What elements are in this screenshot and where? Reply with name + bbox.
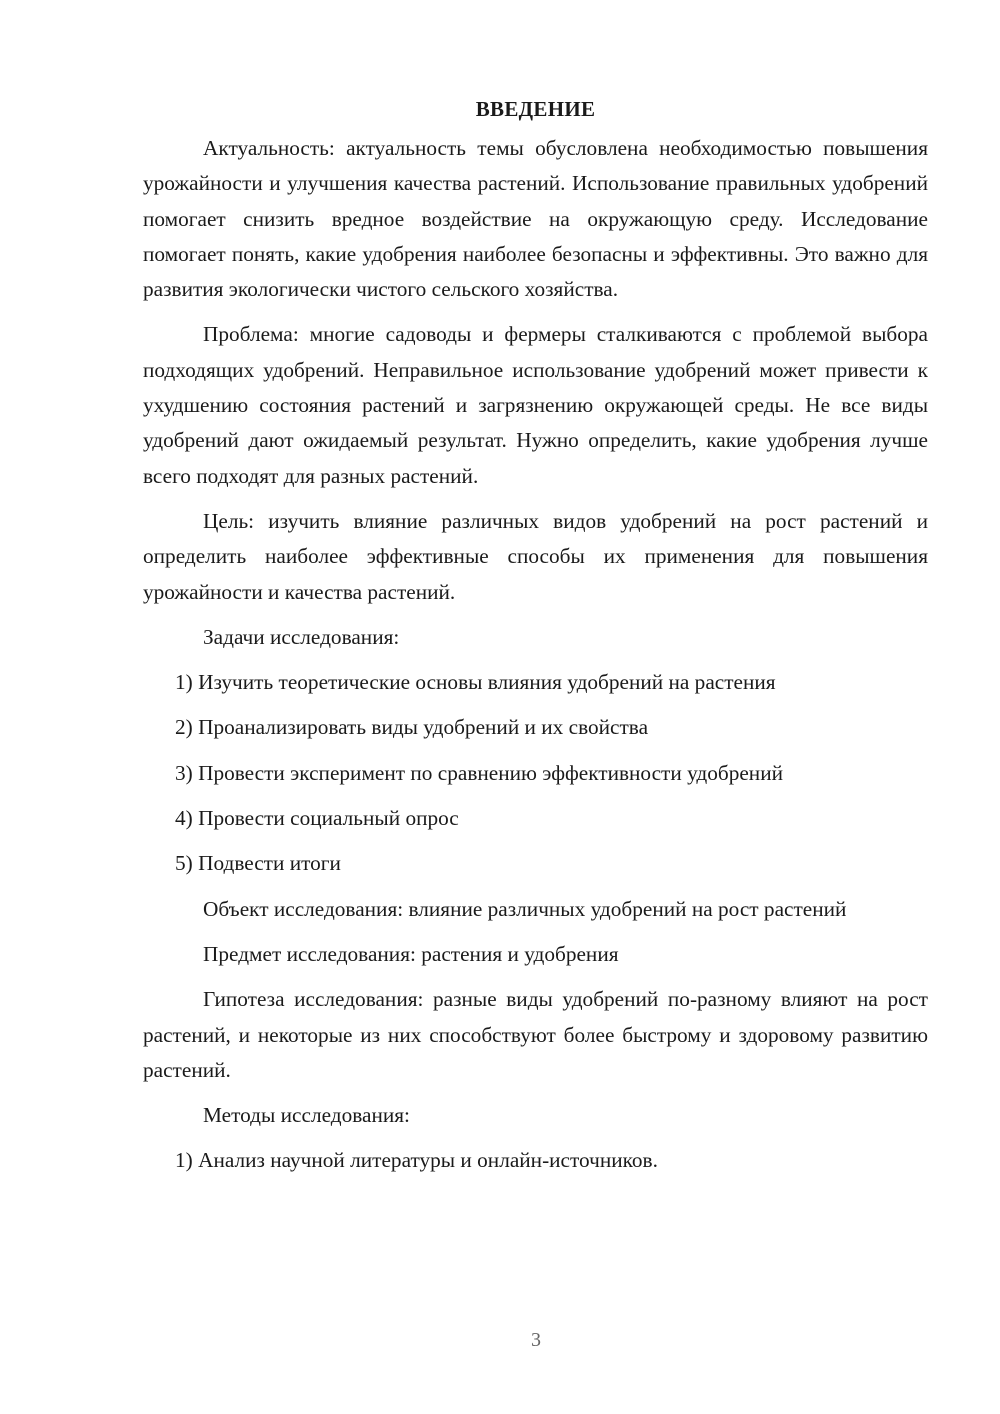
list-item-method-1: 1) Анализ научной литературы и онлайн-источников. [175, 1148, 658, 1173]
list-item-task-3: 3) Провести эксперимент по сравнению эффективности удобрений [175, 760, 784, 785]
paragraph-subject: Предмет исследования: растения и удобрения [203, 941, 619, 966]
paragraph-goal: Цель: изучить влияние различных видов удобрений на рост растений и определить наиболее эффективные способы их применения для повышения урожайности и качества растений. [143, 508, 928, 604]
paragraph-problem: Проблема: многие садоводы и фермеры сталкиваются с проблемой выбора подходящих удобрений. Неправильное использование удобрений может привести к ухудшению состояния растений и загрязнению окружающей среды. Не все виды удобрений дают ожидаемый результат. Нужно определить, какие удобрения лучше всего подходят для разных растений. [143, 322, 928, 488]
document-page [143, 92, 928, 1179]
list-item-task-1: 1) Изучить теоретические основы влияния удобрений на растения [175, 670, 776, 695]
paragraph-methods-heading: Методы исследования: [203, 1103, 410, 1128]
page-number: 3 [531, 1329, 541, 1351]
paragraph-tasks-heading: Задачи исследования: [203, 624, 400, 649]
list-item-task-4: 4) Провести социальный опрос [175, 806, 459, 831]
paragraph-hypothesis: Гипотеза исследования: разные виды удобрений по-разному влияют на рост растений, и некоторые из них способствуют более быстрому и здоровому развитию растений. [143, 987, 928, 1082]
section-title: ВВЕДЕНИЕ [475, 97, 596, 121]
paragraph-object: Объект исследования: влияние различных удобрений на рост растений [203, 896, 847, 921]
paragraph-relevance: Актуальность: актуальность темы обусловлена необходимостью повышения урожайности и улучшения качества растений. Использование правильных удобрений помогает снизить вредное воздействие на окружающую среду. Исследование помогает понять, какие удобрения наиболее безопасны и эффективны. Это важно для развития экологически чистого сельского хозяйства. [143, 136, 928, 302]
list-item-task-5: 5) Подвести итоги [175, 851, 341, 876]
list-item-task-2: 2) Проанализировать виды удобрений и их свойства [175, 715, 649, 740]
